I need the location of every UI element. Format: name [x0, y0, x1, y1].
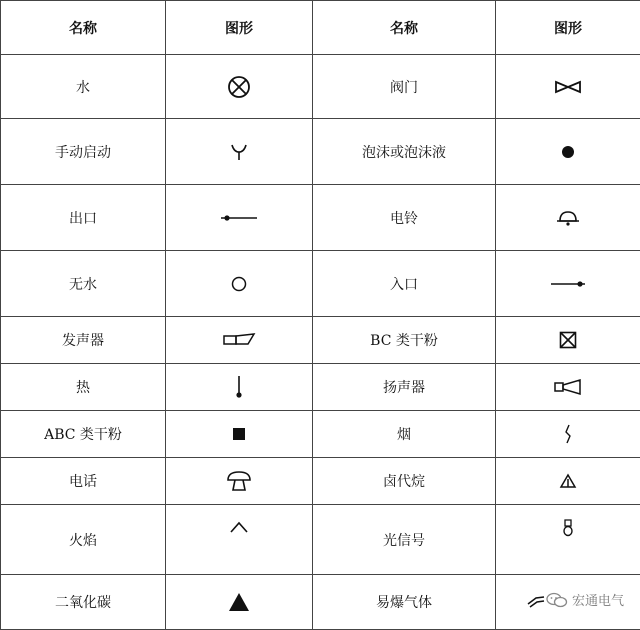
table-row [1, 411, 640, 458]
halon-triangle-icon [559, 473, 577, 489]
symbol-name: 二氧化碳 [1, 575, 166, 630]
table-row [1, 185, 640, 251]
circle-x-icon [226, 74, 252, 100]
symbol-name: BC 类干粉 [313, 317, 496, 364]
filled-triangle-icon [228, 592, 250, 612]
header-shape-1: 图形 [166, 1, 313, 55]
telephone-icon [226, 470, 252, 492]
table-row [1, 55, 640, 119]
table-row [1, 119, 640, 185]
speaker-icon [553, 379, 583, 395]
table-row [1, 251, 640, 317]
symbol-name: 出口 [1, 185, 166, 251]
symbol-name: 卤代烷 [313, 458, 496, 505]
symbol-name: 扬声器 [313, 364, 496, 411]
inlet-line-icon [550, 279, 586, 289]
hollow-circle-icon [231, 276, 247, 292]
y-fork-icon [229, 142, 249, 162]
sounder-icon [222, 333, 256, 347]
symbol-name: ABC 类干粉 [1, 411, 166, 458]
heat-icon [235, 375, 243, 399]
symbol-name: 光信号 [313, 505, 496, 575]
symbol-name: 手动启动 [1, 119, 166, 185]
boxed-x-icon [559, 331, 577, 349]
filled-circle-icon [561, 145, 575, 159]
watermark [546, 590, 624, 609]
symbol-name: 泡沫或泡沫液 [313, 119, 496, 185]
symbol-name: 烟 [313, 411, 496, 458]
symbol-name: 入口 [313, 251, 496, 317]
symbol-name: 发声器 [1, 317, 166, 364]
symbol-name: 无水 [1, 251, 166, 317]
symbol-name: 电铃 [313, 185, 496, 251]
symbol-name: 阀门 [313, 55, 496, 119]
smoke-icon [563, 424, 573, 444]
bowtie-valve-icon [554, 80, 582, 94]
outlet-line-icon [220, 213, 258, 223]
explosive-gas-icon [526, 594, 546, 610]
symbol-name: 电话 [1, 458, 166, 505]
symbol-name: 水 [1, 55, 166, 119]
table-row [1, 364, 640, 411]
table-row [1, 505, 640, 575]
header-shape-2: 图形 [496, 1, 640, 55]
symbol-name: 易爆气体 [313, 575, 496, 630]
table-row [1, 317, 640, 364]
flame-chevron-icon [229, 520, 249, 534]
filled-square-icon [232, 427, 246, 441]
table-row [1, 458, 640, 505]
symbol-name: 热 [1, 364, 166, 411]
light-signal-icon [562, 519, 574, 537]
symbol-name: 火焰 [1, 505, 166, 575]
header-name-2: 名称 [313, 1, 496, 55]
table-row [1, 575, 640, 630]
wechat-logo-icon [546, 592, 568, 608]
table-header-row [1, 1, 640, 55]
watermark-text: 宏通电气 [572, 590, 624, 609]
bell-icon [555, 210, 581, 226]
header-name-1: 名称 [1, 1, 166, 55]
